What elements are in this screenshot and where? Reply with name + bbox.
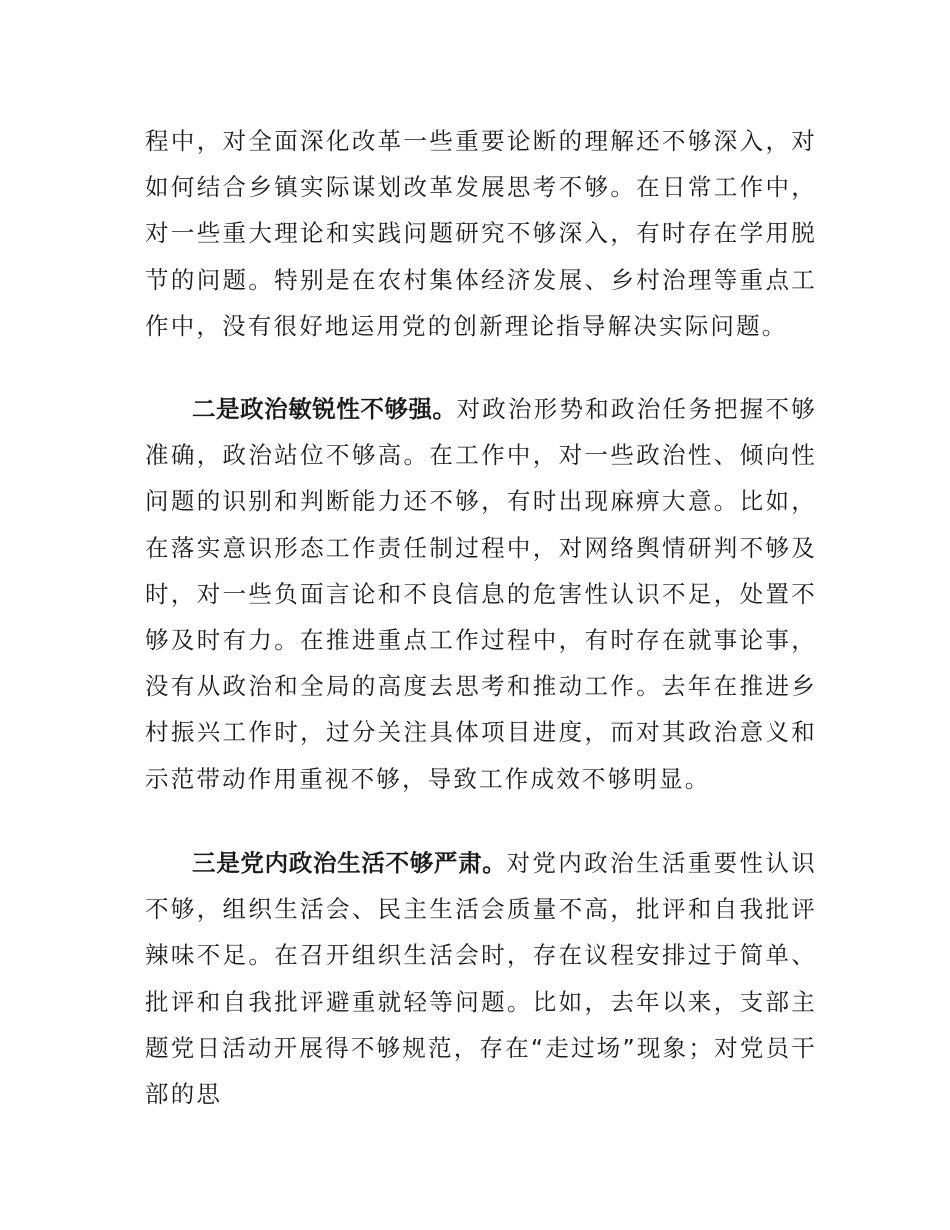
paragraph-political-sensitivity xyxy=(145,386,817,802)
paragraph-party-life xyxy=(145,840,817,1117)
paragraph-heading: 二是政治敏锐性不够强。 xyxy=(192,395,457,423)
paragraph-heading: 三是党内政治生活不够严肃。 xyxy=(192,849,507,877)
paragraph-text: 对党内政治生活重要性认识不够，组织生活会、民主生活会质量不高，批评和自我批评辣味不足。在召开组织生活会时，存在议程安排过于简单、批评和自我批评避重就轻等问题。比如，去年以来，支部主题党日活动开展得不够规范，存在“走过场”现象；对党员干部的思 xyxy=(145,849,818,1109)
paragraph-continuation xyxy=(145,118,817,349)
paragraph-text: 对政治形势和政治任务把握不够准确，政治站位不够高。在工作中，对一些政治性、倾向性问题的识别和判断能力还不够，有时出现麻痹大意。比如，在落实意识形态工作责任制过程中，对网络舆情研判不够及时，对一些负面言论和不良信息的危害性认识不足，处置不够及时有力。在推进重点工作过程中，有时存在就事论事，没有从政治和全局的高度去思考和推动工作。去年在推进乡村振兴工作时，过分关注具体项目进度，而对其政治意义和示范带动作用重视不够，导致工作成效不够明显。 xyxy=(145,395,817,793)
paragraph-text: 程中，对全面深化改革一些重要论断的理解还不够深入，对如何结合乡镇实际谋划改革发展思考不够。在日常工作中，对一些重大理论和实践问题研究不够深入，有时存在学用脱节的问题。特别是在农村集体经济发展、乡村治理等重点工作中，没有很好地运用党的创新理论指导解决实际问题。 xyxy=(145,127,817,340)
